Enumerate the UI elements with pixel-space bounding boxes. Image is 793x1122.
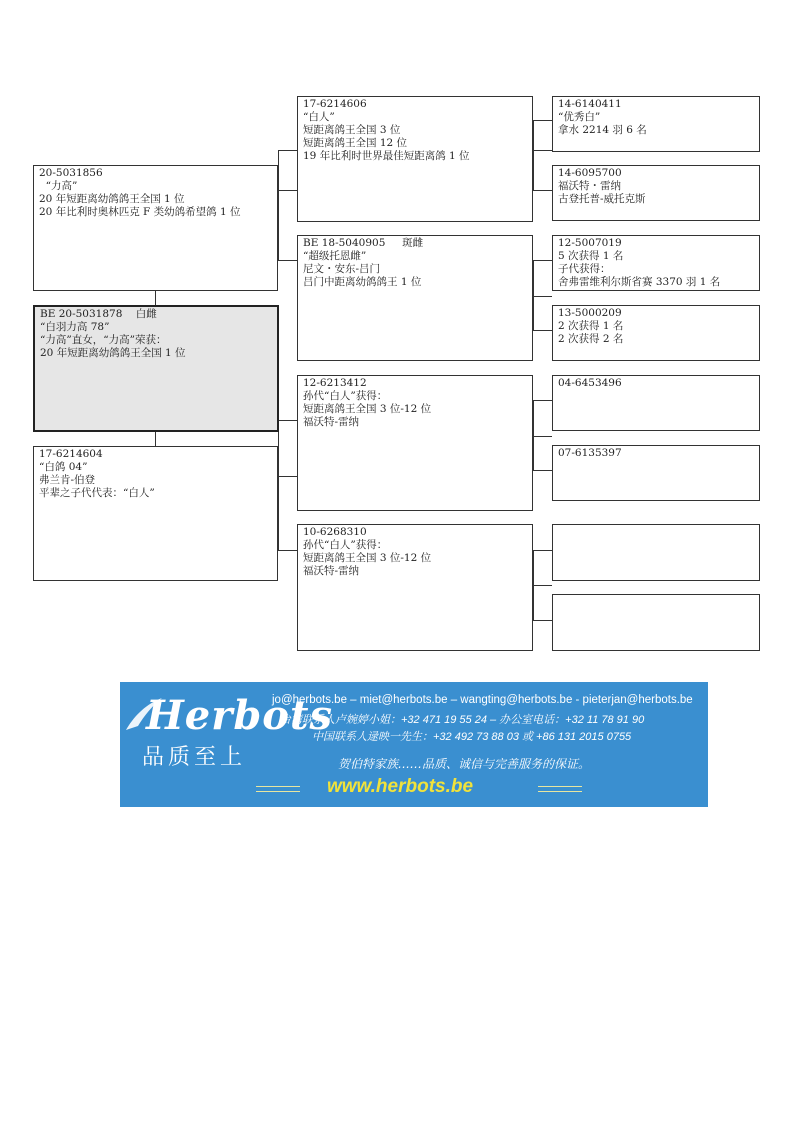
connector [278,150,297,151]
pedigree-line: BE 18-5040905 斑雌 [303,237,424,249]
dss-box [552,375,760,431]
pedigree-line: “力高” [39,180,78,192]
connector [533,190,552,191]
dsd-box [552,445,760,501]
connector [533,400,534,470]
connector [533,296,552,297]
slogan: 品质至上 [142,745,247,770]
contact-emails[interactable]: jo@herbots.be – miet@herbots.be – wangting@herbots.be - pieterjan@herbots.be [272,694,693,706]
divider [256,786,300,792]
pedigree-line [558,526,754,539]
pedigree-line [558,596,754,609]
dam-sire-box [297,375,533,511]
pedigree-line: “超级托恩雌” [303,250,367,262]
herbots-logo: Herbots [146,692,333,739]
pedigree-line: 短距离鸽王全国 3 位 [303,124,401,136]
connector [533,150,552,151]
dds-box [552,524,760,581]
sds-box [552,235,760,291]
pedigree-line: 子代获得： [558,263,611,275]
pedigree-line: 弗兰肯-伯登 [39,474,96,486]
pedigree-line: 14-6095700 [558,167,622,179]
pedigree-line: 12-5007019 [558,237,622,249]
connector [533,585,552,586]
connector [533,260,534,330]
divider [538,786,582,792]
pedigree-line: 孙代“白人”获得： [303,539,388,551]
sire-dam-box [297,235,533,361]
pedigree-line: 20-5031856 [39,167,103,179]
pedigree-line: 拿水 2214 羽 6 名 [558,124,647,136]
pedigree-line: 短距离鸽王全国 3 位-12 位 [303,552,432,564]
china-contact: 中国联系人逯映一先生：+32 492 73 88 03 或 +86 131 2015 0755 [312,731,632,743]
sire-sire-box [297,96,533,222]
pedigree-line: “力高”直女，“力高”荣获： [40,334,167,346]
connector [278,190,297,191]
pedigree-line: 17-6214604 [39,448,103,460]
connector [533,550,552,551]
sss-box [552,96,760,152]
service-promise: 贺伯特家族……品质、诚信与完善服务的保证。 [338,757,591,771]
ddd-box [552,594,760,651]
connector [278,420,279,550]
pedigree-line: 福沃特-雷纳 [303,565,360,577]
pedigree-line: 孙代“白人”获得： [303,390,388,402]
connector [533,436,552,437]
connector [278,150,279,260]
connector [533,120,552,121]
pedigree-line: 10-6268310 [303,526,367,538]
pedigree-line: “优秀白” [558,111,601,123]
connector [278,550,297,551]
dam-dam-box [297,524,533,651]
connector [533,470,552,471]
pedigree-line: 短距离鸽王全国 12 位 [303,137,408,149]
connector [278,420,297,421]
pedigree-line: 福沃特・雷纳 [558,180,621,192]
pedigree-line: 17-6214606 [303,98,367,110]
connector [155,290,156,306]
connector [278,260,297,261]
subject-box [33,305,279,432]
dam-box [33,446,278,581]
pedigree-line: 07-6135397 [558,447,622,459]
pedigree-line: 短距离鸽王全国 3 位-12 位 [303,403,432,415]
pedigree-line: 20 年比利时奥林匹克 F 类幼鸽希望鸽 1 位 [39,206,241,218]
pedigree-line: 19 年比利时世界最佳短距离鸽 1 位 [303,150,470,162]
pedigree-line: “白鸽 04” [39,461,88,473]
pedigree-line: 2 次获得 2 名 [558,333,624,345]
taiwan-contact: 台湾联系人卢婉婷小姐：+32 471 19 55 24 – 办公室电话：+32 11 78 91 90 [280,714,645,726]
pedigree-line: BE 20-5031878 白雌 [40,308,157,320]
connector [278,476,297,477]
pedigree-line: 14-6140411 [558,98,622,110]
sire-box [33,165,278,291]
pedigree-line: 福沃特-雷纳 [303,416,360,428]
pedigree-line: 2 次获得 1 名 [558,320,624,332]
pedigree-line: 舍弗雷维利尔斯省赛 3370 羽 1 名 [558,276,721,288]
herbots-banner [120,682,708,807]
connector [533,400,552,401]
pedigree-line: 5 次获得 1 名 [558,250,624,262]
ssd-box [552,165,760,221]
pedigree-line: “白人” [303,111,335,123]
pedigree-line: 20 年短距离幼鸽鸽王全国 1 位 [39,193,185,205]
pedigree-line: 04-6453496 [558,377,622,389]
connector [533,260,552,261]
website-link[interactable]: www.herbots.be [327,776,474,797]
pedigree-line: 吕门中距离幼鸽鸽王 1 位 [303,276,422,288]
connector [155,431,156,447]
pedigree-line: 古登托普-威托克斯 [558,193,646,205]
connector [533,330,552,331]
connector [533,550,534,620]
connector [533,120,534,190]
connector [533,620,552,621]
pedigree-line: “白羽力高 78” [40,321,110,333]
pedigree-line: 20 年短距离幼鸽鸽王全国 1 位 [40,347,186,359]
pedigree-line: 12-6213412 [303,377,367,389]
sdd-box [552,305,760,361]
pedigree-line: 平辈之子代代表：“白人” [39,487,155,499]
pedigree-line: 尼文・安东-吕门 [303,263,381,275]
pedigree-line: 13-5000209 [558,307,622,319]
